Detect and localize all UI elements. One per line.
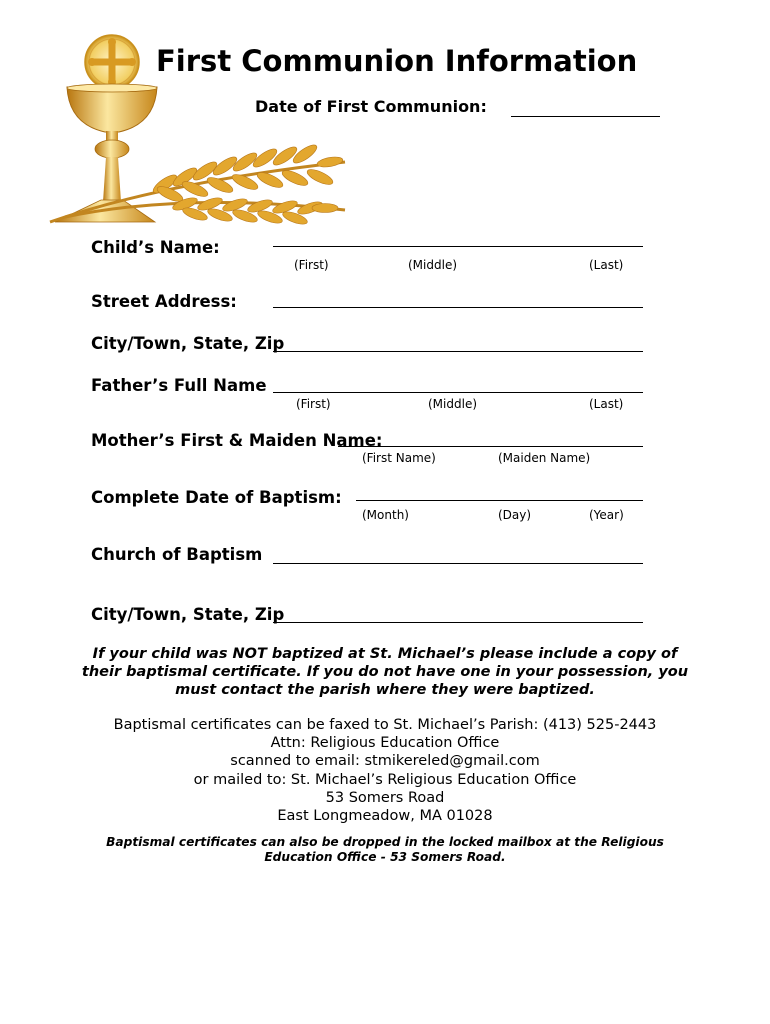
- street-address-field[interactable]: [273, 307, 643, 308]
- baptism-certificate-notice: If your child was NOT baptized at St. Michael’s please include a copy of their baptismal certificate. If you do not have one in your possession, you must contact the parish where they were baptized.: [81, 646, 689, 698]
- child-name-label: Child’s Name:: [91, 238, 220, 257]
- father-name-label: Father’s Full Name: [91, 376, 267, 395]
- mother-name-label: Mother’s First & Maiden Name:: [91, 431, 383, 450]
- baptism-day-caption: (Day): [498, 508, 532, 522]
- date-of-first-communion-field[interactable]: [511, 116, 660, 117]
- dropoff-note: Baptismal certificates can also be dropped in the locked mailbox at the Religious Education Office - 53 Somers Road.: [106, 835, 664, 864]
- mail-line: or mailed to: St. Michael’s Religious Education Office: [193, 771, 577, 788]
- city-line: East Longmeadow, MA 01028: [277, 808, 493, 825]
- mother-name-field[interactable]: [338, 446, 643, 447]
- host-cross-icon: [85, 35, 139, 89]
- baptism-year-caption: (Year): [589, 508, 624, 522]
- church-of-baptism-field[interactable]: [273, 563, 643, 564]
- city-state-zip-label: City/Town, State, Zip: [91, 334, 285, 353]
- attn-line: Attn: Religious Education Office: [270, 735, 500, 752]
- street-line: 53 Somers Road: [325, 789, 445, 806]
- baptism-date-label: Complete Date of Baptism:: [91, 488, 342, 507]
- father-name-field[interactable]: [273, 392, 643, 393]
- father-first-caption: (First): [296, 397, 331, 411]
- street-address-label: Street Address:: [91, 292, 237, 311]
- baptism-city-state-zip-field[interactable]: [273, 622, 643, 623]
- child-name-middle-caption: (Middle): [408, 258, 458, 272]
- child-name-first-caption: (First): [294, 258, 329, 272]
- child-name-last-caption: (Last): [589, 258, 624, 272]
- chalice-icon: [55, 84, 157, 222]
- mother-maiden-caption: (Maiden Name): [498, 451, 591, 465]
- father-last-caption: (Last): [589, 397, 624, 411]
- child-name-field[interactable]: [273, 246, 643, 247]
- father-middle-caption: (Middle): [428, 397, 478, 411]
- fax-line: Baptismal certificates can be faxed to St. Michael’s Parish: (413) 525-2443: [113, 717, 657, 733]
- church-of-baptism-label: Church of Baptism: [91, 545, 263, 564]
- city-state-zip-field[interactable]: [273, 351, 643, 352]
- contact-info-block: [80, 716, 690, 825]
- page-title: First Communion Information: [156, 44, 638, 78]
- baptism-date-field[interactable]: [356, 500, 643, 501]
- baptism-city-state-zip-label: City/Town, State, Zip: [91, 605, 285, 624]
- baptism-month-caption: (Month): [362, 508, 409, 522]
- mother-first-caption: (First Name): [362, 451, 436, 465]
- email-line: scanned to email: stmikereled@gmail.com: [230, 753, 540, 770]
- date-of-first-communion-label: Date of First Communion:: [255, 97, 487, 116]
